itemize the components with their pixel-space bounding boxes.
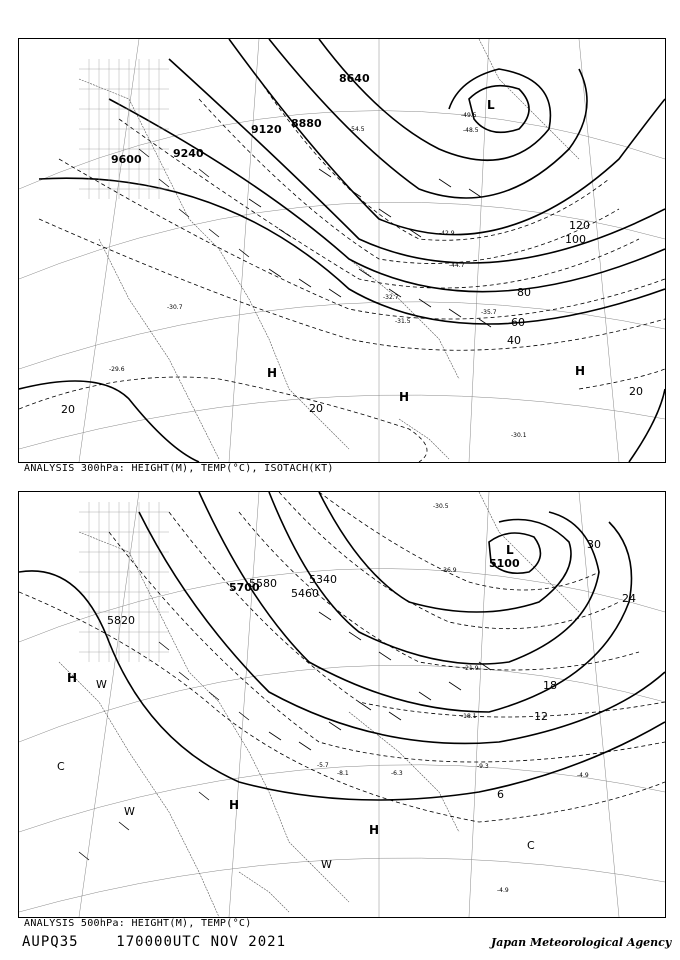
upper-wind-barbs xyxy=(139,149,491,327)
upper-temp-value: -44.7 xyxy=(449,262,465,269)
lower-chart-map xyxy=(19,492,665,917)
lower-cold-marker: C xyxy=(57,760,65,773)
upper-hatch-region xyxy=(79,59,169,199)
lower-high-bottom-marker: H xyxy=(369,823,380,837)
upper-height-label-9600: 9600 xyxy=(111,153,142,166)
upper-chart-caption: ANALYSIS 300hPa: HEIGHT(M), TEMP(°C), ISOTACH(KT) xyxy=(24,463,334,474)
lower-high-west-marker: H xyxy=(67,671,78,685)
lower-height-label-5340: 5340 xyxy=(309,573,337,586)
upper-high-west-marker: H xyxy=(267,366,278,380)
upper-isotach-label-60: 60 xyxy=(511,316,525,329)
lower-low-marker: L xyxy=(506,543,514,557)
lower-temp-value: -5.7 xyxy=(317,762,329,769)
lower-temp-value: -36.9 xyxy=(441,567,457,574)
lower-warm-marker: W xyxy=(96,678,107,691)
upper-coastline xyxy=(79,39,579,459)
lower-high-south-marker: H xyxy=(229,798,240,812)
lower-height-label-5700: 5700 xyxy=(229,581,260,594)
upper-temp-value: -35.7 xyxy=(481,309,497,316)
chart-code: AUPQ35 xyxy=(22,934,79,950)
upper-isotach-label-120: 120 xyxy=(569,219,590,232)
upper-low-marker: L xyxy=(487,98,495,112)
lower-cold-marker: C xyxy=(527,839,535,852)
lower-chart-caption: ANALYSIS 500hPa: HEIGHT(M), TEMP(°C) xyxy=(24,918,252,929)
lower-temp-value: -21.9 xyxy=(463,665,479,672)
lower-temp-value: -6.3 xyxy=(391,770,403,777)
upper-height-label-9120: 9120 xyxy=(251,123,282,136)
lower-temp-value: -30.5 xyxy=(433,503,449,510)
upper-temp-value: -29.6 xyxy=(109,366,125,373)
lower-temp-label-24: 24 xyxy=(622,592,636,605)
lower-height-label-5100: 5100 xyxy=(489,557,520,570)
upper-isotach-label-20b: 20 xyxy=(309,402,323,415)
upper-temp-value: -49.5 xyxy=(461,112,477,119)
lower-temp-label-30: 30 xyxy=(587,538,601,551)
lower-temp-label-18: 18 xyxy=(543,679,557,692)
lower-height-label-5580: 5580 xyxy=(249,577,277,590)
upper-height-label-8880: 8880 xyxy=(291,117,322,130)
upper-temp-value: -30.1 xyxy=(511,432,527,439)
upper-isotach-label-40: 40 xyxy=(507,334,521,347)
lower-temp-value: -18.1 xyxy=(461,713,477,720)
upper-chart-panel xyxy=(18,38,666,463)
lower-temp-label-12: 12 xyxy=(534,710,548,723)
upper-high-east-marker: H xyxy=(575,364,586,378)
lower-warm-marker: W xyxy=(124,805,135,818)
lower-coastline xyxy=(59,492,579,917)
lower-height-label-5820: 5820 xyxy=(107,614,135,627)
lower-hatch-region xyxy=(79,502,169,662)
upper-isotach-label-100: 100 xyxy=(565,233,586,246)
lower-warm-marker: W xyxy=(321,858,332,871)
lower-chart-panel xyxy=(18,491,666,918)
upper-isotach-label-20a: 20 xyxy=(61,403,75,416)
upper-temp-value: -42.9 xyxy=(439,230,455,237)
lower-temp-value: -8.1 xyxy=(337,770,349,777)
upper-temp-value: -48.5 xyxy=(463,127,479,134)
chart-datetime: 170000UTC NOV 2021 xyxy=(116,934,287,950)
agency-name: Japan Meteorological Agency xyxy=(491,936,672,949)
lower-height-label-5460: 5460 xyxy=(291,587,319,600)
upper-height-label-8640: 8640 xyxy=(339,72,370,85)
upper-chart-map xyxy=(19,39,665,462)
upper-isotach-label-80: 80 xyxy=(517,286,531,299)
lower-wind-barbs xyxy=(79,612,491,860)
lower-temp-value: -4.9 xyxy=(577,772,589,779)
chart-id-line xyxy=(22,934,286,950)
lower-height-contours xyxy=(19,492,665,800)
upper-temp-value: -54.5 xyxy=(349,126,365,133)
lower-temp-value: -9.3 xyxy=(477,763,489,770)
upper-temp-value: -32.7 xyxy=(383,294,399,301)
lower-grid xyxy=(19,492,665,917)
lower-temp-value: -4.9 xyxy=(497,887,509,894)
upper-isotach-label-20c: 20 xyxy=(629,385,643,398)
lower-temp-label-6: 6 xyxy=(497,788,504,801)
upper-height-label-9240: 9240 xyxy=(173,147,204,160)
upper-high-center-marker: H xyxy=(399,390,410,404)
upper-height-contours xyxy=(19,39,665,462)
upper-temp-value: -30.7 xyxy=(167,304,183,311)
upper-temp-value: -31.5 xyxy=(395,318,411,325)
